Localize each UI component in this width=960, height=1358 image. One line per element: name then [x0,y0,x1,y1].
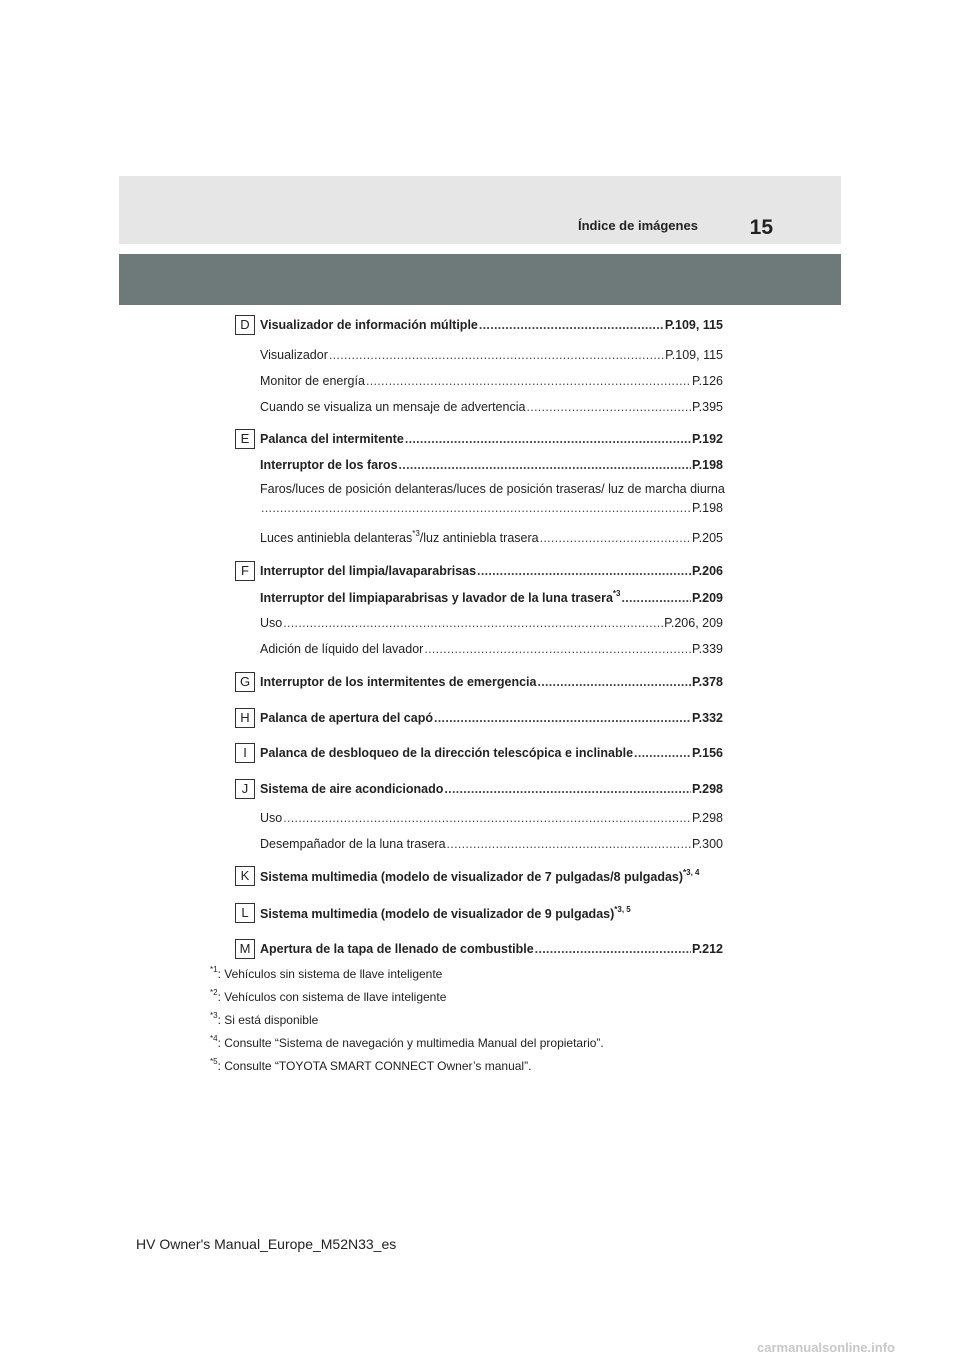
index-entry[interactable] [260,869,723,884]
section-badge: M [235,939,255,959]
index-entry-label: Palanca de desbloqueo de la dirección telescópica e inclinable [260,746,634,760]
footnote [210,966,442,981]
index-entry[interactable] [260,942,723,956]
index-entry-label: Faros/luces de posición delanteras/luces de posición traseras/ luz de marcha diurna [260,482,725,496]
index-entry-label: Palanca del intermitente [260,432,404,446]
section-badge: F [235,561,255,581]
index-entry[interactable] [260,501,723,515]
footnote-ref: *3 [412,529,420,538]
leader-dots [283,616,663,630]
index-entry-label: Adición de líquido del lavador [260,642,424,656]
page-ref: P.205 [691,531,723,546]
section-banner [119,254,841,305]
index-entry-label: Interruptor de los faros [260,458,398,472]
index-entry[interactable] [260,711,723,725]
page-ref: P.198 [691,458,723,472]
leader-dots [424,642,691,656]
index-entry-label: Sistema multimedia (modelo de visualizador de 7 pulgadas/8 pulgadas)$^{*3, 4}$ [260,868,700,885]
index-entry-label: Visualizador [260,348,328,362]
footnote-text: : Vehículos con sistema de llave inteligente [217,990,447,1004]
index-entry[interactable] [260,400,723,414]
index-entry[interactable] [260,837,723,851]
index-entry-label: Interruptor de los intermitentes de emergencia [260,675,537,689]
section-badge: E [235,429,255,449]
index-entry[interactable] [260,906,723,921]
footnote [210,1058,531,1073]
footnote-text: : Consulte “TOYOTA SMART CONNECT Owner’s manual”. [217,1059,532,1073]
footnote-ref: *3 [612,589,621,598]
index-entry-label: Uso [260,811,283,825]
footnote-mark: *4 [210,1034,218,1043]
index-entry[interactable] [260,642,723,656]
page-ref: P.378 [691,675,723,689]
watermark: carmanualsonline.info [757,1340,895,1355]
page-ref: P.206, 209 [664,616,723,630]
section-badge: L [235,903,255,923]
index-entry[interactable] [260,458,723,472]
index-entry[interactable] [260,348,723,362]
leader-dots [535,942,691,956]
leader-dots [621,591,690,605]
page-ref: P.109, 115 [665,348,723,362]
section-title: Índice de imágenes [578,218,698,233]
index-entry-label: Desempañador de la luna trasera [260,837,446,851]
footnote [210,1012,318,1027]
section-badge: H [235,708,255,728]
index-entry-label: Luces antiniebla delanteras$^{*3}$/luz antiniebla trasera [260,529,539,546]
leader-dots [477,564,691,578]
leader-dots [434,711,691,725]
page-ref: P.209 [691,591,723,606]
index-entry-label: Interruptor del limpia/lavaparabrisas [260,564,477,578]
leader-dots [634,746,691,760]
page-ref: P.212 [691,942,723,956]
index-entry-label: Cuando se visualiza un mensaje de advertencia [260,400,526,414]
header-band [119,176,841,244]
index-entry-label: Palanca de apertura del capó [260,711,433,725]
leader-dots [405,432,691,446]
footnote-mark: *2 [210,988,218,997]
page-ref: P.332 [691,711,723,725]
page-ref: P.109, 115 [664,318,723,332]
section-badge: I [235,743,255,763]
leader-dots [261,501,691,515]
leader-dots [479,318,664,332]
footnote-text: : Si está disponible [217,1013,319,1027]
footnote-ref: *3, 4 [683,868,700,877]
footnote-ref: *3, 5 [614,905,631,914]
leader-dots [447,837,691,851]
footer-text: HV Owner's Manual_Europe_M52N33_es [136,1236,397,1252]
leader-dots [540,531,691,545]
footnote-text: : Consulte “Sistema de navegación y multimedia Manual del propietario”. [217,1036,604,1050]
leader-dots [537,675,690,689]
page-ref: P.298 [691,811,723,825]
index-entry[interactable] [260,811,723,825]
footnote-mark: *1 [210,965,218,974]
index-entry[interactable] [260,782,723,796]
leader-dots [526,400,690,414]
leader-dots [329,348,664,362]
index-entry-label: Apertura de la tapa de llenado de combustible [260,942,534,956]
page-ref: P.395 [691,400,723,414]
footnote [210,1035,604,1050]
index-entry[interactable] [260,432,723,446]
index-entry[interactable] [260,746,723,760]
index-entry[interactable] [260,675,723,689]
index-entry[interactable] [260,616,723,630]
index-entry-label: Sistema de aire acondicionado [260,782,444,796]
index-entry-label: Interruptor del limpiaparabrisas y lavador de la luna trasera$^{*3}$ [260,589,621,606]
index-entry-label: Visualizador de información múltiple [260,318,478,332]
index-entry-label: Monitor de energía [260,374,365,388]
leader-dots [444,782,691,796]
page-ref: P.206 [691,564,723,578]
footnote-text: : Vehículos sin sistema de llave inteligente [217,967,443,981]
index-entry[interactable] [260,590,723,605]
page-ref: P.126 [691,374,723,388]
footnote [210,989,446,1004]
index-entry[interactable] [260,564,723,578]
page-ref: P.198 [691,501,723,515]
section-badge: K [235,866,255,886]
page-ref: P.192 [691,432,723,446]
index-entry[interactable] [260,530,723,545]
index-entry-label: Uso [260,616,283,630]
index-entry[interactable] [260,374,723,388]
index-entry[interactable] [260,318,723,332]
section-badge: G [235,672,255,692]
leader-dots [366,374,691,388]
footnote-mark: *3 [210,1011,218,1020]
index-entry-label: Sistema multimedia (modelo de visualizador de 9 pulgadas)$^{*3, 5}$ [260,905,631,922]
leader-dots [283,811,691,825]
footnote-mark: *5 [210,1057,218,1066]
page-ref: P.298 [691,782,723,796]
section-badge: J [235,779,255,799]
page-ref: P.156 [691,746,723,760]
page-number: 15 [749,216,773,239]
leader-dots [399,458,691,472]
page-ref: P.300 [691,837,723,851]
page-ref: P.339 [691,642,723,656]
section-badge: D [235,315,255,335]
